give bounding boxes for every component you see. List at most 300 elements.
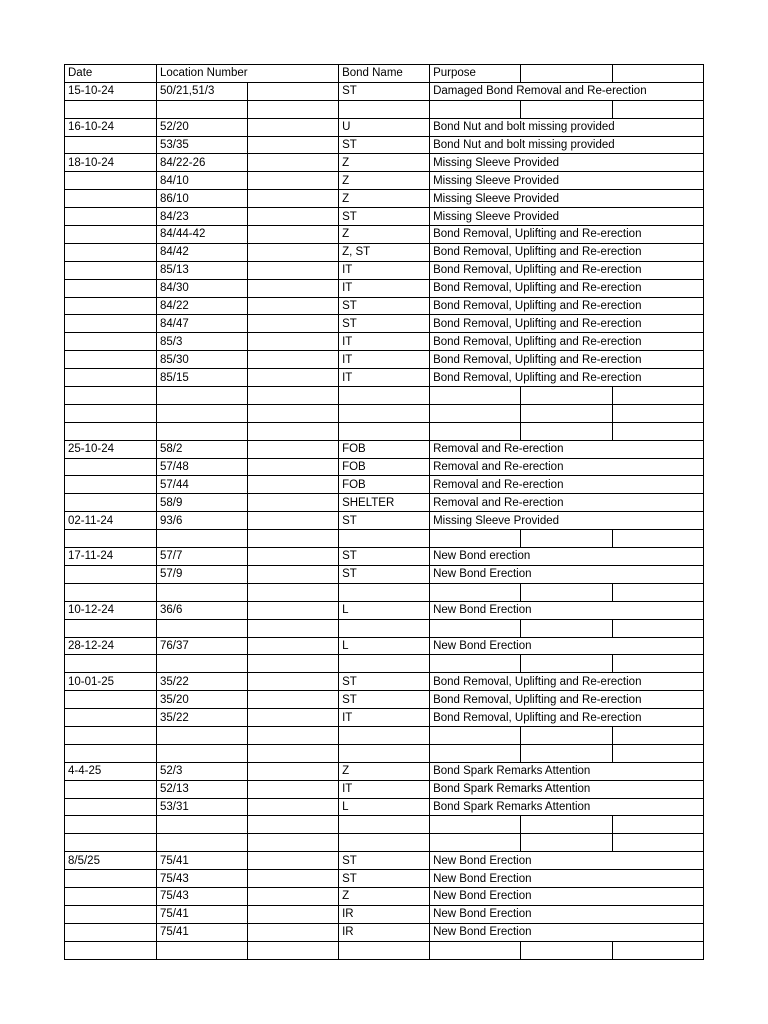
bond-name-cell: Z, ST: [339, 243, 430, 261]
purpose-cell: Bond Spark Remarks Attention: [430, 798, 704, 816]
location-cell: [157, 744, 248, 762]
table-row: [65, 834, 704, 852]
location-cell: 93/6: [157, 512, 248, 530]
table-row: [65, 655, 704, 673]
purpose-cell: Bond Removal, Uplifting and Re-erection: [430, 226, 704, 244]
location-cell: [157, 619, 248, 637]
bond-name-cell: ST: [339, 136, 430, 154]
purpose-cell: [430, 726, 521, 744]
purpose-cell: [430, 422, 521, 440]
location-extra-cell: [248, 404, 339, 422]
location-cell: 84/42: [157, 243, 248, 261]
date-cell: [65, 422, 157, 440]
bond-name-cell: [339, 387, 430, 405]
location-cell: 57/7: [157, 548, 248, 566]
purpose-cell: New Bond Erection: [430, 637, 704, 655]
bond-name-cell: U: [339, 118, 430, 136]
date-cell: [65, 834, 157, 852]
bond-name-cell: ST: [339, 315, 430, 333]
location-extra-cell: [248, 82, 339, 100]
empty-cell: [521, 530, 613, 548]
bond-work-table: [64, 64, 704, 960]
purpose-cell: Bond Removal, Uplifting and Re-erection: [430, 279, 704, 297]
location-cell: 52/13: [157, 780, 248, 798]
purpose-cell: Bond Removal, Uplifting and Re-erection: [430, 333, 704, 351]
bond-name-cell: [339, 422, 430, 440]
table-row: [65, 226, 704, 244]
location-extra-cell: [248, 261, 339, 279]
date-cell: [65, 798, 157, 816]
location-extra-cell: [248, 852, 339, 870]
date-cell: [65, 387, 157, 405]
location-cell: 75/41: [157, 905, 248, 923]
date-cell: [65, 619, 157, 637]
purpose-cell: Bond Removal, Uplifting and Re-erection: [430, 691, 704, 709]
purpose-cell: Bond Spark Remarks Attention: [430, 780, 704, 798]
bond-name-cell: ST: [339, 512, 430, 530]
purpose-cell: [430, 404, 521, 422]
table-row: [65, 440, 704, 458]
purpose-cell: New Bond Erection: [430, 923, 704, 941]
location-cell: 84/23: [157, 208, 248, 226]
table-row: [65, 494, 704, 512]
location-cell: 53/31: [157, 798, 248, 816]
location-extra-cell: [248, 208, 339, 226]
location-cell: [157, 530, 248, 548]
date-cell: 16-10-24: [65, 118, 157, 136]
location-cell: 84/47: [157, 315, 248, 333]
bond-name-cell: [339, 941, 430, 959]
bond-name-cell: ST: [339, 870, 430, 888]
location-extra-cell: [248, 458, 339, 476]
location-cell: 57/44: [157, 476, 248, 494]
location-cell: 57/48: [157, 458, 248, 476]
location-extra-cell: [248, 440, 339, 458]
empty-cell: [521, 387, 613, 405]
table-row: [65, 941, 704, 959]
location-extra-cell: [248, 744, 339, 762]
purpose-cell: [430, 530, 521, 548]
location-cell: 85/15: [157, 369, 248, 387]
location-extra-cell: [248, 172, 339, 190]
date-cell: [65, 941, 157, 959]
location-cell: [157, 816, 248, 834]
location-extra-cell: [248, 494, 339, 512]
date-cell: 17-11-24: [65, 548, 157, 566]
location-extra-cell: [248, 601, 339, 619]
location-cell: 35/22: [157, 673, 248, 691]
date-cell: [65, 208, 157, 226]
empty-cell: [613, 655, 704, 673]
empty-cell: [613, 619, 704, 637]
date-cell: [65, 583, 157, 601]
empty-cell: [521, 583, 613, 601]
purpose-cell: New Bond Erection: [430, 852, 704, 870]
table-row: [65, 816, 704, 834]
location-extra-cell: [248, 351, 339, 369]
location-cell: 84/30: [157, 279, 248, 297]
location-extra-cell: [248, 923, 339, 941]
table-row: [65, 369, 704, 387]
purpose-cell: [430, 941, 521, 959]
date-cell: [65, 190, 157, 208]
purpose-cell: Missing Sleeve Provided: [430, 512, 704, 530]
empty-cell: [521, 941, 613, 959]
location-extra-cell: [248, 870, 339, 888]
location-extra-cell: [248, 816, 339, 834]
date-cell: [65, 226, 157, 244]
header-bond-name: Bond Name: [339, 65, 430, 83]
table-row: [65, 118, 704, 136]
purpose-cell: New Bond Erection: [430, 887, 704, 905]
table-row: [65, 297, 704, 315]
location-cell: 35/20: [157, 691, 248, 709]
location-cell: 35/22: [157, 709, 248, 727]
location-extra-cell: [248, 637, 339, 655]
location-extra-cell: [248, 619, 339, 637]
date-cell: [65, 816, 157, 834]
date-cell: 28-12-24: [65, 637, 157, 655]
date-cell: [65, 333, 157, 351]
bond-name-cell: IT: [339, 351, 430, 369]
location-extra-cell: [248, 726, 339, 744]
location-extra-cell: [248, 655, 339, 673]
purpose-cell: [430, 816, 521, 834]
bond-name-cell: [339, 816, 430, 834]
bond-name-cell: IT: [339, 261, 430, 279]
purpose-cell: New Bond Erection: [430, 565, 704, 583]
table-row: [65, 565, 704, 583]
table-row: [65, 619, 704, 637]
table-row: [65, 548, 704, 566]
date-cell: [65, 870, 157, 888]
bond-name-cell: [339, 583, 430, 601]
date-cell: [65, 100, 157, 118]
location-extra-cell: [248, 673, 339, 691]
location-cell: [157, 655, 248, 673]
header-purpose: Purpose: [430, 65, 521, 83]
date-cell: [65, 780, 157, 798]
table-row: [65, 190, 704, 208]
location-extra-cell: [248, 136, 339, 154]
location-cell: [157, 387, 248, 405]
date-cell: 18-10-24: [65, 154, 157, 172]
location-extra-cell: [248, 709, 339, 727]
bond-name-cell: [339, 744, 430, 762]
bond-name-cell: ST: [339, 548, 430, 566]
bond-name-cell: FOB: [339, 458, 430, 476]
date-cell: 4-4-25: [65, 762, 157, 780]
table-row: [65, 744, 704, 762]
purpose-cell: Missing Sleeve Provided: [430, 190, 704, 208]
location-cell: 84/10: [157, 172, 248, 190]
table-row: [65, 154, 704, 172]
purpose-cell: Bond Removal, Uplifting and Re-erection: [430, 673, 704, 691]
location-extra-cell: [248, 530, 339, 548]
purpose-cell: Missing Sleeve Provided: [430, 154, 704, 172]
purpose-cell: Bond Removal, Uplifting and Re-erection: [430, 351, 704, 369]
location-extra-cell: [248, 226, 339, 244]
bond-name-cell: FOB: [339, 440, 430, 458]
bond-name-cell: FOB: [339, 476, 430, 494]
location-cell: [157, 422, 248, 440]
purpose-cell: [430, 834, 521, 852]
empty-cell: [613, 530, 704, 548]
location-cell: [157, 100, 248, 118]
empty-cell: [521, 834, 613, 852]
location-extra-cell: [248, 333, 339, 351]
bond-name-cell: [339, 834, 430, 852]
date-cell: [65, 905, 157, 923]
location-cell: 53/35: [157, 136, 248, 154]
bond-name-cell: ST: [339, 297, 430, 315]
bond-name-cell: [339, 404, 430, 422]
header-extra-1: [521, 65, 613, 83]
header-location-number: Location Number: [157, 65, 248, 83]
header-row: [65, 65, 704, 83]
date-cell: [65, 655, 157, 673]
date-cell: [65, 726, 157, 744]
location-cell: 36/6: [157, 601, 248, 619]
bond-name-cell: IT: [339, 369, 430, 387]
table-row: [65, 709, 704, 727]
location-extra-cell: [248, 154, 339, 172]
purpose-cell: Bond Spark Remarks Attention: [430, 762, 704, 780]
location-extra-cell: [248, 583, 339, 601]
bond-name-cell: IT: [339, 709, 430, 727]
bond-name-cell: [339, 655, 430, 673]
bond-name-cell: IT: [339, 780, 430, 798]
date-cell: 10-01-25: [65, 673, 157, 691]
empty-cell: [521, 816, 613, 834]
purpose-cell: Missing Sleeve Provided: [430, 208, 704, 226]
table-row: [65, 387, 704, 405]
date-cell: [65, 476, 157, 494]
date-cell: 8/5/25: [65, 852, 157, 870]
location-extra-cell: [248, 691, 339, 709]
bond-name-cell: [339, 530, 430, 548]
location-extra-cell: [248, 387, 339, 405]
purpose-cell: Removal and Re-erection: [430, 440, 704, 458]
empty-cell: [613, 404, 704, 422]
date-cell: [65, 923, 157, 941]
table-row: [65, 404, 704, 422]
purpose-cell: Bond Removal, Uplifting and Re-erection: [430, 369, 704, 387]
location-extra-cell: [248, 834, 339, 852]
table-row: [65, 82, 704, 100]
purpose-cell: Removal and Re-erection: [430, 494, 704, 512]
purpose-cell: New Bond Erection: [430, 601, 704, 619]
location-extra-cell: [248, 887, 339, 905]
purpose-cell: New Bond Erection: [430, 870, 704, 888]
bond-name-cell: IT: [339, 279, 430, 297]
date-cell: [65, 297, 157, 315]
purpose-cell: [430, 583, 521, 601]
location-cell: 52/20: [157, 118, 248, 136]
empty-cell: [613, 100, 704, 118]
date-cell: [65, 261, 157, 279]
location-extra-cell: [248, 315, 339, 333]
bond-name-cell: ST: [339, 673, 430, 691]
date-cell: [65, 243, 157, 261]
empty-cell: [613, 387, 704, 405]
location-cell: 76/37: [157, 637, 248, 655]
location-cell: [157, 834, 248, 852]
purpose-cell: Bond Removal, Uplifting and Re-erection: [430, 709, 704, 727]
purpose-cell: Removal and Re-erection: [430, 458, 704, 476]
location-cell: 85/13: [157, 261, 248, 279]
table-row: [65, 476, 704, 494]
date-cell: [65, 136, 157, 154]
location-extra-cell: [248, 100, 339, 118]
location-extra-cell: [248, 422, 339, 440]
location-extra-cell: [248, 780, 339, 798]
bond-name-cell: IR: [339, 905, 430, 923]
location-cell: 57/9: [157, 565, 248, 583]
table-row: [65, 279, 704, 297]
purpose-cell: Bond Nut and bolt missing provided: [430, 118, 704, 136]
purpose-cell: [430, 744, 521, 762]
table-row: [65, 673, 704, 691]
date-cell: 10-12-24: [65, 601, 157, 619]
location-extra-cell: [248, 565, 339, 583]
empty-cell: [521, 655, 613, 673]
location-cell: 84/44-42: [157, 226, 248, 244]
table-row: [65, 208, 704, 226]
location-cell: 52/3: [157, 762, 248, 780]
empty-cell: [613, 816, 704, 834]
bond-name-cell: Z: [339, 887, 430, 905]
table-row: [65, 351, 704, 369]
location-cell: 84/22-26: [157, 154, 248, 172]
bond-name-cell: [339, 100, 430, 118]
table-row: [65, 923, 704, 941]
location-cell: [157, 941, 248, 959]
location-cell: 58/9: [157, 494, 248, 512]
location-cell: [157, 404, 248, 422]
table-row: [65, 172, 704, 190]
location-extra-cell: [248, 190, 339, 208]
purpose-cell: Missing Sleeve Provided: [430, 172, 704, 190]
empty-cell: [521, 619, 613, 637]
table-row: [65, 798, 704, 816]
bond-name-cell: SHELTER: [339, 494, 430, 512]
date-cell: [65, 279, 157, 297]
table-row: [65, 905, 704, 923]
location-cell: 75/41: [157, 923, 248, 941]
location-cell: 84/22: [157, 297, 248, 315]
empty-cell: [613, 583, 704, 601]
table-row: [65, 601, 704, 619]
bond-name-cell: ST: [339, 565, 430, 583]
location-cell: 75/41: [157, 852, 248, 870]
empty-cell: [613, 744, 704, 762]
location-cell: 85/3: [157, 333, 248, 351]
table-row: [65, 780, 704, 798]
bond-name-cell: Z: [339, 172, 430, 190]
location-cell: 85/30: [157, 351, 248, 369]
bond-name-cell: Z: [339, 154, 430, 172]
table-row: [65, 243, 704, 261]
date-cell: [65, 494, 157, 512]
location-extra-cell: [248, 512, 339, 530]
table-row: [65, 333, 704, 351]
table-row: [65, 583, 704, 601]
header-location-spacer: [248, 65, 339, 83]
location-cell: 58/2: [157, 440, 248, 458]
date-cell: 02-11-24: [65, 512, 157, 530]
table-row: [65, 762, 704, 780]
empty-cell: [521, 744, 613, 762]
table-row: [65, 852, 704, 870]
purpose-cell: New Bond erection: [430, 548, 704, 566]
location-extra-cell: [248, 118, 339, 136]
location-extra-cell: [248, 243, 339, 261]
empty-cell: [521, 404, 613, 422]
date-cell: [65, 369, 157, 387]
bond-name-cell: ST: [339, 82, 430, 100]
purpose-cell: Bond Removal, Uplifting and Re-erection: [430, 315, 704, 333]
bond-name-cell: [339, 619, 430, 637]
location-cell: [157, 583, 248, 601]
date-cell: [65, 709, 157, 727]
table-row: [65, 512, 704, 530]
purpose-cell: [430, 655, 521, 673]
location-extra-cell: [248, 369, 339, 387]
date-cell: [65, 458, 157, 476]
location-extra-cell: [248, 798, 339, 816]
bond-name-cell: ST: [339, 852, 430, 870]
bond-name-cell: ST: [339, 691, 430, 709]
purpose-cell: [430, 387, 521, 405]
location-extra-cell: [248, 941, 339, 959]
bond-name-cell: L: [339, 601, 430, 619]
table-row: [65, 887, 704, 905]
purpose-cell: Bond Removal, Uplifting and Re-erection: [430, 297, 704, 315]
bond-name-cell: Z: [339, 226, 430, 244]
date-cell: [65, 691, 157, 709]
location-extra-cell: [248, 476, 339, 494]
location-extra-cell: [248, 548, 339, 566]
bond-name-cell: Z: [339, 190, 430, 208]
purpose-cell: [430, 619, 521, 637]
bond-name-cell: L: [339, 637, 430, 655]
location-cell: 75/43: [157, 870, 248, 888]
date-cell: [65, 744, 157, 762]
header-extra-2: [613, 65, 704, 83]
empty-cell: [613, 422, 704, 440]
purpose-cell: New Bond Erection: [430, 905, 704, 923]
bond-name-cell: IR: [339, 923, 430, 941]
location-extra-cell: [248, 905, 339, 923]
empty-cell: [521, 422, 613, 440]
date-cell: 15-10-24: [65, 82, 157, 100]
table-row: [65, 315, 704, 333]
bond-name-cell: L: [339, 798, 430, 816]
purpose-cell: Bond Removal, Uplifting and Re-erection: [430, 243, 704, 261]
date-cell: [65, 351, 157, 369]
table-row: [65, 422, 704, 440]
location-cell: [157, 726, 248, 744]
date-cell: [65, 530, 157, 548]
bond-name-cell: [339, 726, 430, 744]
empty-cell: [613, 834, 704, 852]
table-row: [65, 691, 704, 709]
header-date: Date: [65, 65, 157, 83]
purpose-cell: [430, 100, 521, 118]
date-cell: [65, 315, 157, 333]
purpose-cell: Removal and Re-erection: [430, 476, 704, 494]
